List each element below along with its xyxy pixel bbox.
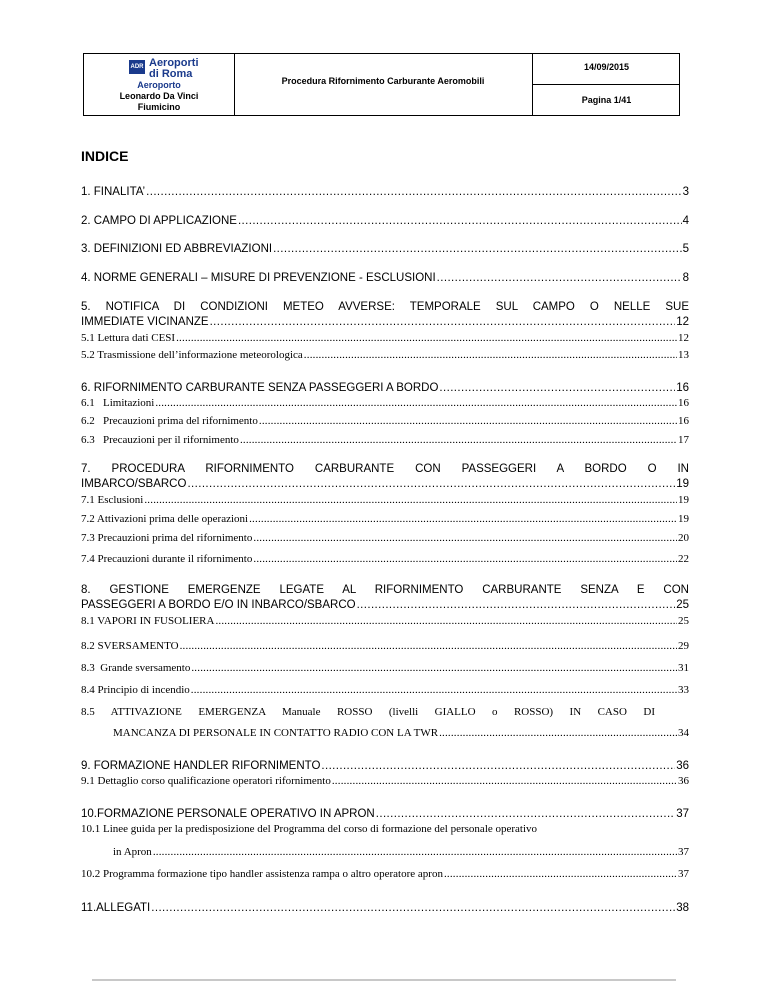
toc-entry-7-1[interactable]: 7.1 Esclusioni ..... 19 <box>81 494 689 506</box>
toc-entry-2[interactable]: 2. CAMPO DI APPLICAZIONE ..... 4 <box>81 215 689 227</box>
toc-entry-3[interactable]: 3. DEFINIZIONI ED ABBREVIAZIONI ..... 5 <box>81 243 689 255</box>
toc-entry-6[interactable]: 6. RIFORNIMENTO CARBURANTE SENZA PASSEGGERI A BORDO ..... 16 <box>81 382 689 394</box>
logo-line1: Aeroporti <box>149 57 199 69</box>
toc-entry-8-5[interactable]: MANCANZA DI PERSONALE IN CONTATTO RADIO CON LA TWR ..... 34 <box>113 727 689 739</box>
page-header <box>83 53 680 116</box>
toc-entry-5-2[interactable]: 5.2 Trasmissione dell’informazione meteorologica ..... 13 <box>81 349 689 361</box>
org-line3: Fiumicino <box>137 102 181 112</box>
header-meta-cell <box>532 54 680 115</box>
index-title: INDICE <box>81 148 129 164</box>
toc-entry-8-3[interactable]: 8.3 Grande sversamento ..... 31 <box>81 662 689 674</box>
toc-entry-7-4[interactable]: 7.4 Precauzioni durante il rifornimento ..... 22 <box>81 553 689 565</box>
toc-entry-1[interactable]: 1. FINALITA’ ..... 3 <box>81 186 689 198</box>
org-line2: Leonardo Da Vinci <box>119 91 199 101</box>
header-divider <box>533 84 680 85</box>
toc-entry-10[interactable]: 10.FORMAZIONE PERSONALE OPERATIVO IN APRON ..... 37 <box>81 808 689 820</box>
adr-logo <box>129 58 219 80</box>
header-logo-cell <box>84 54 235 115</box>
toc-entry-9-1[interactable]: 9.1 Dettaglio corso qualificazione operatori rifornimento ..... 36 <box>81 775 689 787</box>
document-title: Procedura Rifornimento Carburante Aeromobili <box>281 76 485 86</box>
toc-entry-8-4[interactable]: 8.4 Principio di incendio ..... 33 <box>81 684 689 696</box>
toc-entry-6-2[interactable]: 6.2 Precauzioni prima del rifornimento ..... 16 <box>81 415 689 427</box>
toc-entry-7-3[interactable]: 7.3 Precauzioni prima del rifornimento ..... 20 <box>81 532 689 544</box>
toc-entry-7-2[interactable]: 7.2 Attivazioni prima delle operazioni ..... 19 <box>81 513 689 525</box>
toc-entry-10-1[interactable]: in Apron ..... 37 <box>113 846 689 858</box>
toc-entry-8-2[interactable]: 8.2 SVERSAMENTO ..... 29 <box>81 640 689 652</box>
adr-logo-mark: ADR <box>129 60 145 74</box>
airport-name <box>84 80 234 113</box>
toc-entry-7[interactable]: IMBARCO/SBARCO ..... 19 <box>81 478 689 490</box>
toc-entry-6-3[interactable]: 6.3 Precauzioni per il rifornimento ..... 17 <box>81 434 689 446</box>
toc-entry-5[interactable]: IMMEDIATE VICINANZE ..... 12 <box>81 316 689 328</box>
toc-entry-10-1-line1[interactable]: 10.1 Linee guida per la predisposizione del Programma del corso di formazione del personale operativo <box>81 823 538 835</box>
toc-entry-8[interactable]: PASSEGGERI A BORDO E/O IN INBARCO/SBARCO ..... 25 <box>81 599 689 611</box>
toc-entry-5-line1[interactable]: 5. NOTIFICA DI CONDIZIONI METEO AVVERSE: TEMPORALE SUL CAMPO O NELLE SUE <box>81 301 689 313</box>
org-line1: Aeroporto <box>137 80 181 90</box>
toc-entry-5-1[interactable]: 5.1 Lettura dati CESI ..... 12 <box>81 332 689 344</box>
toc-entry-8-5-line1[interactable]: 8.5 ATTIVAZIONE EMERGENZA Manuale ROSSO (livelli GIALLO o ROSSO) IN CASO DI <box>81 706 655 718</box>
toc-entry-9[interactable]: 9. FORMAZIONE HANDLER RIFORNIMENTO ..... 36 <box>81 760 689 772</box>
toc-entry-11[interactable]: 11.ALLEGATI ..... 38 <box>81 902 689 914</box>
toc-entry-10-2[interactable]: 10.2 Programma formazione tipo handler assistenza rampa o altro operatore apron ..... 37 <box>81 868 689 880</box>
page-number: Pagina 1/41 <box>581 95 632 105</box>
footer-rule <box>92 979 676 981</box>
document-date: 14/09/2015 <box>583 62 630 72</box>
toc-entry-6-1[interactable]: 6.1 Limitazioni ..... 16 <box>81 397 689 409</box>
toc-entry-7-line1[interactable]: 7. PROCEDURA RIFORNIMENTO CARBURANTE CON PASSEGGERI A BORDO O IN <box>81 463 689 475</box>
logo-line2: di Roma <box>149 68 193 80</box>
toc-entry-8-line1[interactable]: 8. GESTIONE EMERGENZE LEGATE AL RIFORNIMENTO CARBURANTE SENZA E CON <box>81 584 689 596</box>
toc-entry-8-1[interactable]: 8.1 VAPORI IN FUSOLIERA ..... 25 <box>81 615 689 627</box>
toc-entry-4[interactable]: 4. NORME GENERALI – MISURE DI PREVENZIONE - ESCLUSIONI ..... 8 <box>81 272 689 284</box>
